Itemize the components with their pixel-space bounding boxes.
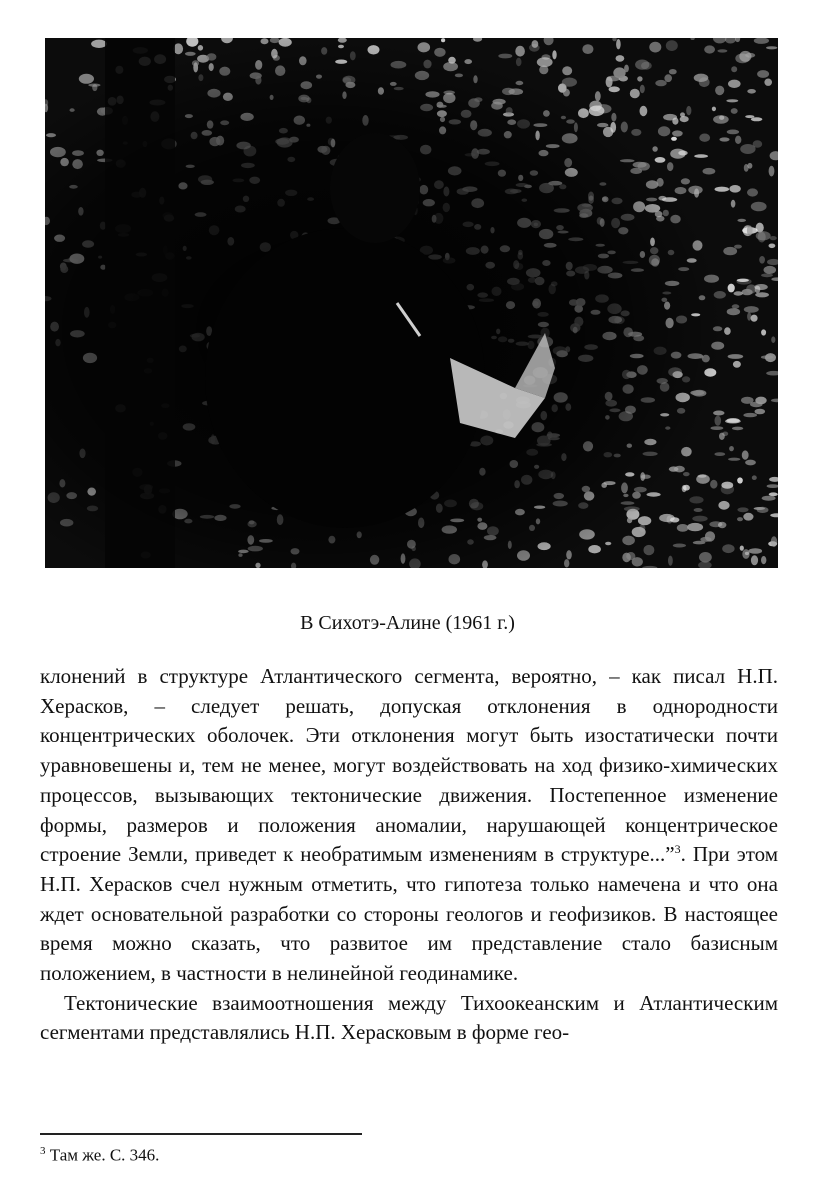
footnote-reference[interactable]: 3 [674,842,681,857]
footnote-divider [40,1133,362,1135]
photo-image [45,38,778,568]
paragraph-text: . При этом Н.П. Херасков счел нужным отметить, что гипотеза только намечена и что она ждет основательной разработки со стороны геологов и геофизиков. В настоящее время можно сказать, что развитое им представление стало базисным положением, в частности в нелинейной геодинамике. [40,842,778,986]
paragraph [40,662,778,989]
paragraph: Тектонические взаимоотношения между Тихоокеанским и Атлантическим сегментами представлялись Н.П. Херасковым в форме гео- [40,990,778,1045]
footnote-text: Там же. С. 346. [49,1145,160,1165]
footnote-number: 3 [40,1145,46,1157]
footnote [40,1145,159,1166]
photograph [45,38,778,568]
paragraph-text: клонений в структуре Атлантического сегмента, вероятно, – как писал Н.П. Херасков, – следует решать, допуская отклонения в однородности концентрических оболочек. Эти отклонения могут быть изостатически почти уравновешены и, тем не менее, могут воздействовать на ход физико-химических процессов, вызывающих тектонические движения. Постепенное изменение формы, размеров и положения аномалии, нарушающей концентрическое строение Земли, приведет к необратимым изменениям в структуре...” [40,664,778,867]
body-text [40,662,778,1048]
photo-caption: В Сихотэ-Алине (1961 г.) [300,612,515,634]
